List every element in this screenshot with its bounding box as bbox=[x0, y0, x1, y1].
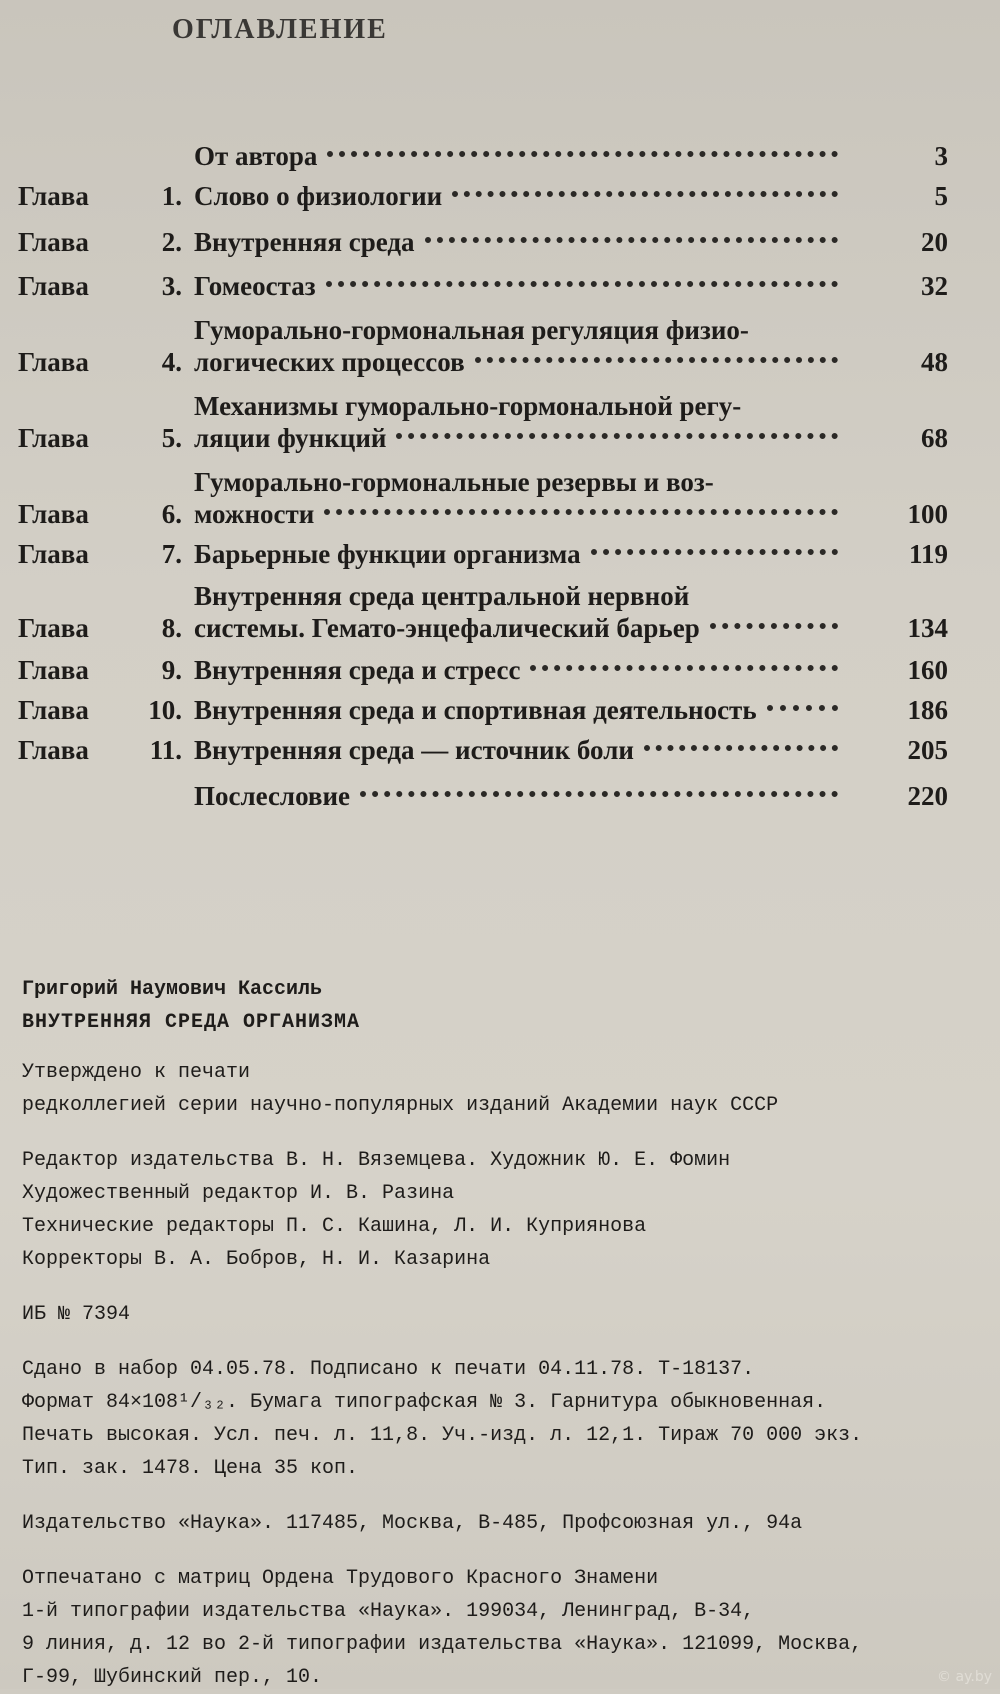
chapter-number: 2. bbox=[161, 227, 182, 257]
leader-dots bbox=[644, 739, 838, 751]
leader-dots bbox=[425, 231, 838, 243]
approved-line: редколлегией серии научно-популярных изданий Академии наук СССР bbox=[22, 1094, 779, 1117]
watermark: © ay.by bbox=[937, 1669, 992, 1685]
chapter-title-text: Внутренняя среда центральной нервной bbox=[194, 581, 690, 611]
chapter-title bbox=[194, 180, 848, 212]
chapter-label: Глава bbox=[18, 347, 89, 377]
chapter-number: 10. bbox=[148, 695, 182, 725]
chapter-title bbox=[194, 140, 848, 172]
chapter-title bbox=[194, 270, 848, 302]
toc-entry bbox=[18, 270, 948, 302]
chapter-number: 8. bbox=[161, 613, 182, 643]
chapter-title-text: можности bbox=[194, 499, 315, 529]
page-number: 100 bbox=[907, 499, 948, 529]
print-info-line: Сдано в набор 04.05.78. Подписано к печати 04.11.78. Т-18137. bbox=[22, 1358, 755, 1381]
chapter-title-text: Внутренняя среда и стресс bbox=[194, 655, 521, 685]
chapter-title-text: Внутренняя среда bbox=[194, 227, 415, 257]
chapter-title bbox=[194, 654, 848, 686]
toc-entry bbox=[18, 466, 948, 530]
chapter-title-line bbox=[194, 390, 848, 422]
printed-block bbox=[22, 1562, 972, 1694]
leader-dots bbox=[396, 427, 838, 439]
page-number: 160 bbox=[907, 655, 948, 685]
chapter-title-text: Гуморально-гормональные резервы и воз- bbox=[194, 467, 714, 497]
chapter-title-text: системы. Гемато-энцефалический барьер bbox=[194, 613, 700, 643]
chapter-title-line bbox=[194, 346, 848, 378]
chapter-title bbox=[194, 734, 848, 766]
chapter-title bbox=[194, 580, 848, 644]
chapter-number: 1. bbox=[161, 181, 182, 211]
leader-dots bbox=[452, 185, 838, 197]
page-number: 220 bbox=[907, 781, 948, 811]
chapter-title-line bbox=[194, 466, 848, 498]
chapter-number: 4. bbox=[161, 347, 182, 377]
chapter-title-text: Внутренняя среда — источник боли bbox=[194, 735, 634, 765]
page-number: 68 bbox=[921, 423, 948, 453]
chapter-number: 6. bbox=[161, 499, 182, 529]
imprint bbox=[22, 978, 972, 1694]
leader-dots bbox=[767, 699, 838, 711]
chapter-number: 3. bbox=[161, 271, 182, 301]
author-name: Григорий Наумович Кассиль bbox=[22, 978, 323, 1001]
chapter-label: Глава bbox=[18, 227, 89, 257]
chapter-title-line bbox=[194, 140, 848, 172]
chapter-number: 9. bbox=[161, 655, 182, 685]
editor-line: Редактор издательства В. Н. Вяземцева. Художник Ю. Е. Фомин bbox=[22, 1149, 731, 1172]
chapter-number: 5. bbox=[161, 423, 182, 453]
chapter-title-text: От автора bbox=[194, 141, 318, 171]
leader-dots bbox=[710, 617, 838, 629]
approved-line: Утверждено к печати bbox=[22, 1061, 251, 1084]
chapter-title-text: Слово о физиологии bbox=[194, 181, 443, 211]
chapter-title-text: Послесловие bbox=[194, 781, 351, 811]
chapter-title bbox=[194, 390, 848, 454]
editor-line: Технические редакторы П. С. Кашина, Л. И. Куприянова bbox=[22, 1215, 647, 1238]
page-number: 20 bbox=[921, 227, 948, 257]
page-number: 32 bbox=[921, 271, 948, 301]
table-of-contents bbox=[18, 140, 948, 812]
chapter-title-line bbox=[194, 734, 848, 766]
page-number: 119 bbox=[908, 539, 948, 569]
print-info-line: Печать высокая. Усл. печ. л. 11,8. Уч.-изд. л. 12,1. Тираж 70 000 экз. bbox=[22, 1424, 863, 1447]
chapter-title-text: логических процессов bbox=[194, 347, 465, 377]
chapter-label: Глава bbox=[18, 613, 89, 643]
chapter-label: Глава bbox=[18, 695, 89, 725]
print-info-line: Тип. зак. 1478. Цена 35 коп. bbox=[22, 1457, 359, 1480]
chapter-title bbox=[194, 314, 848, 378]
chapter-title-line bbox=[194, 612, 848, 644]
chapter-title-line bbox=[194, 226, 848, 258]
chapter-label: Глава bbox=[18, 423, 89, 453]
chapter-title-line bbox=[194, 654, 848, 686]
leader-dots bbox=[360, 785, 838, 797]
chapter-title-text: Барьерные функции организма bbox=[194, 539, 581, 569]
page-number: 205 bbox=[907, 735, 948, 765]
toc-entry bbox=[18, 140, 948, 172]
print-info-block bbox=[22, 1353, 972, 1485]
chapter-label: Глава bbox=[18, 499, 89, 529]
chapter-number: 7. bbox=[161, 539, 182, 569]
chapter-title bbox=[194, 466, 848, 530]
printed-line: 1-й типографии издательства «Наука». 199034, Ленинград, В-34, bbox=[22, 1600, 755, 1623]
printed-line: Г-99, Шубинский пер., 10. bbox=[22, 1666, 323, 1689]
leader-dots bbox=[475, 351, 838, 363]
toc-entry bbox=[18, 390, 948, 454]
page-number: 186 bbox=[907, 695, 948, 725]
chapter-title-line bbox=[194, 694, 848, 726]
toc-entry bbox=[18, 580, 948, 644]
leader-dots bbox=[530, 659, 838, 671]
leader-dots bbox=[324, 503, 838, 515]
chapter-label: Глава bbox=[18, 181, 89, 211]
chapter-title bbox=[194, 226, 848, 258]
chapter-title-line bbox=[194, 580, 848, 612]
editor-line: Художественный редактор И. В. Разина bbox=[22, 1182, 455, 1205]
toc-entry bbox=[18, 180, 948, 212]
toc-entry bbox=[18, 780, 948, 812]
chapter-label: Глава bbox=[18, 271, 89, 301]
chapter-title-line bbox=[194, 422, 848, 454]
chapter-title-line bbox=[194, 270, 848, 302]
leader-dots bbox=[326, 275, 838, 287]
toc-entry bbox=[18, 694, 948, 726]
chapter-title-line bbox=[194, 314, 848, 346]
printed-line: Отпечатано с матриц Ордена Трудового Красного Знамени bbox=[22, 1567, 659, 1590]
chapter-title-text: Гомеостаз bbox=[194, 271, 316, 301]
ib-number: ИБ № 7394 bbox=[22, 1303, 131, 1326]
chapter-title-line bbox=[194, 538, 848, 570]
chapter-title-line bbox=[194, 780, 848, 812]
chapter-title bbox=[194, 694, 848, 726]
toc-entry bbox=[18, 538, 948, 570]
leader-dots bbox=[591, 543, 838, 555]
editor-line: Корректоры В. А. Бобров, Н. И. Казарина bbox=[22, 1248, 491, 1271]
chapter-title-text: ляции функций bbox=[194, 423, 387, 453]
page-number: 3 bbox=[934, 141, 948, 171]
printed-line: 9 линия, д. 12 во 2-й типографии издательства «Наука». 121099, Москва, bbox=[22, 1633, 863, 1656]
chapter-title-text: Механизмы гуморально-гормональной регу- bbox=[194, 391, 742, 421]
toc-entry bbox=[18, 314, 948, 378]
chapter-title-text: Внутренняя среда и спортивная деятельность bbox=[194, 695, 757, 725]
leader-dots bbox=[327, 145, 838, 157]
print-info-line: Формат 84×108¹/₃₂. Бумага типографская № 3. Гарнитура обыкновенная. bbox=[22, 1391, 827, 1414]
approved-block bbox=[22, 1056, 972, 1122]
book-title: ВНУТРЕННЯЯ СРЕДА ОРГАНИЗМА bbox=[22, 1011, 361, 1034]
publisher-line: Издательство «Наука». 117485, Москва, В-485, Профсоюзная ул., 94а bbox=[22, 1512, 803, 1535]
chapter-title-line bbox=[194, 498, 848, 530]
page-number: 48 bbox=[921, 347, 948, 377]
toc-entry bbox=[18, 734, 948, 766]
chapter-label: Глава bbox=[18, 735, 89, 765]
toc-entry bbox=[18, 654, 948, 686]
chapter-label: Глава bbox=[18, 655, 89, 685]
toc-entry bbox=[18, 226, 948, 258]
chapter-title bbox=[194, 538, 848, 570]
chapter-label: Глава bbox=[18, 539, 89, 569]
page-number: 5 bbox=[934, 181, 948, 211]
chapter-title-line bbox=[194, 180, 848, 212]
chapter-title bbox=[194, 780, 848, 812]
toc-title: ОГЛАВЛЕНИЕ bbox=[172, 14, 388, 45]
editors-block bbox=[22, 1144, 972, 1276]
chapter-number: 11. bbox=[149, 735, 182, 765]
page-number: 134 bbox=[907, 613, 948, 643]
chapter-title-text: Гуморально-гормональная регуляция физио- bbox=[194, 315, 749, 345]
